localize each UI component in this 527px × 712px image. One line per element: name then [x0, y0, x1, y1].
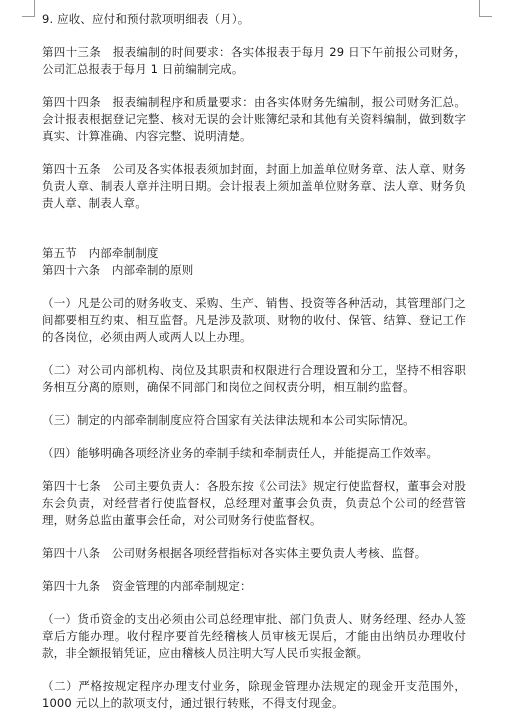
article-43: 第四十三条 报表编制的时间要求：各实体报表于每月 29 日下午前报公司财务，公司汇总报表于每月 1 日前编制完成。	[42, 45, 466, 76]
crop-mark-top-right-vertical	[479, 0, 480, 16]
article-46-heading: 第四十六条 内部牵制的原则	[42, 263, 194, 277]
article-49-heading: 第四十九条 资金管理的内部牵制规定：	[42, 579, 252, 593]
article-49-item-1: （一）货币资金的支出必须由公司总经理审批、部门负责人、财务经理、经办人签章后方能办理。收付程序要首先经稽核人员审核无误后，才能由出纳员办理收付款，非全额报销凭证，应由稽核人员注明大写人民币实报金额。	[42, 612, 466, 660]
article-44: 第四十四条 报表编制程序和质量要求：由各实体财务先编制，报公司财务汇总。会计报表根据登记完整、核对无误的会计账簿纪录和其他有关资料编制，做到数字真实、计算准确、内容完整、说明清楚。	[42, 95, 466, 143]
article-49-item-2: （二）严格按规定程序办理支付业务，除现金管理办法规定的现金开支范围外，1000 元以上的款项支付，通过银行转账，不得支付现金。	[42, 679, 466, 710]
article-45: 第四十五条 公司及各实体报表须加封面，封面上加盖单位财务章、法人章、财务负责人章、制表人章并注明日期。会计报表上须加盖单位财务章、法人章、财务负责人章、制表人章。	[42, 162, 466, 210]
article-46-item-4: （四）能够明确各项经济业务的牵制手续和牵制责任人，并能提高工作效率。	[42, 446, 439, 460]
crop-mark-top-right-horizontal	[479, 16, 492, 17]
document-body	[42, 11, 466, 712]
list-item-9: 9. 应收、应付和预付款项明细表（月）。	[42, 12, 250, 26]
article-46-item-3: （三）制定的内部牵制制度应符合国家有关法律法规和本公司实际情况。	[42, 413, 415, 427]
crop-mark-top-left-horizontal	[22, 16, 35, 17]
section-heading: 第五节 内部牵制制度	[42, 246, 159, 260]
crop-mark-top-left-vertical	[34, 0, 35, 16]
article-46-item-1: （一）凡是公司的财务收支、采购、生产、销售、投资等各种活动，其管理部门之间都要相互约束、相互监督。凡是涉及款项、财物的收付、保管、结算、登记工作的各岗位，必须由两人或两人以上办理。	[42, 296, 466, 344]
article-47: 第四十七条 公司主要负责人：各股东按《公司法》规定行使监督权，董事会对股东会负责，对经营者行使监督权，总经理对董事会负责，负责总个公司的经营管理，财务总监由董事会任命，对公司财务行使监督权。	[42, 479, 466, 527]
article-46-item-2: （二）对公司内部机构、岗位及其职责和权限进行合理设置和分工，坚持不相容职务相互分离的原则，确保不同部门和岗位之间权责分明，相互制约监督。	[42, 363, 466, 394]
article-48: 第四十八条 公司财务根据各项经营指标对各实体主要负责人考核、监督。	[42, 546, 427, 560]
